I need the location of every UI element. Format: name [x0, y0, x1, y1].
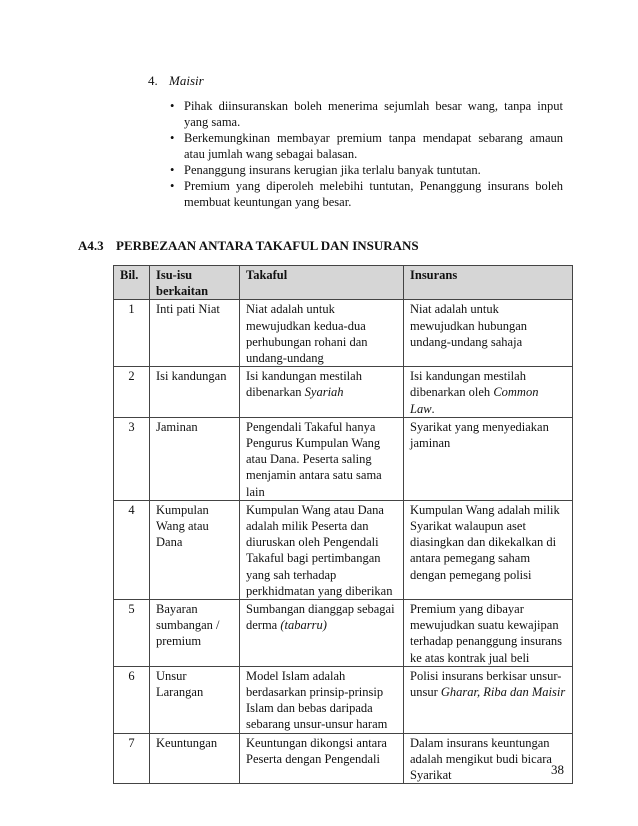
table-row — [114, 733, 573, 784]
cell-bil: 5 — [114, 600, 150, 667]
header-insurans: Insurans — [404, 266, 573, 300]
cell-insurans: Premium yang dibayar mewujudkan suatu kewajipan terhadap penanggung insurans ke atas kontrak jual beli — [404, 600, 573, 667]
cell-isu: Keuntungan — [150, 733, 240, 784]
bullet-icon: • — [170, 99, 175, 113]
maisir-title: Maisir — [169, 73, 204, 88]
table-row — [114, 367, 573, 418]
cell-insurans: Dalam insurans keuntungan adalah mengikut budi bicara Syarikat — [404, 733, 573, 784]
header-bil: Bil. — [114, 266, 150, 300]
cell-isu: Bayaran sumbangan / premium — [150, 600, 240, 667]
bullet-icon: • — [170, 179, 175, 193]
bullet-item: • Penanggung insurans kerugian jika terlalu banyak tuntutan. — [170, 163, 481, 177]
cell-takaful: Sumbangan dianggap sebagai derma (tabarru) — [240, 600, 404, 667]
section-title: PERBEZAAN ANTARA TAKAFUL DAN INSURANS — [116, 238, 419, 253]
header-takaful: Takaful — [240, 266, 404, 300]
cell-isu: Inti pati Niat — [150, 300, 240, 367]
cell-bil: 2 — [114, 367, 150, 418]
cell-isu: Jaminan — [150, 417, 240, 500]
cell-isu: Isi kandungan — [150, 367, 240, 418]
cell-bil: 7 — [114, 733, 150, 784]
cell-insurans: Kumpulan Wang adalah milik Syarikat walaupun aset diasingkan dan dikekalkan di antara pemegang saham dengan pemegang polisi — [404, 500, 573, 599]
table-row — [114, 666, 573, 733]
cell-insurans: Polisi insurans berkisar unsur-unsur Gharar, Riba dan Maisir — [404, 666, 573, 733]
cell-isu: Unsur Larangan — [150, 666, 240, 733]
table-header-row — [114, 266, 573, 300]
maisir-heading — [148, 73, 204, 89]
cell-insurans: Syarikat yang menyediakan jaminan — [404, 417, 573, 500]
cell-insurans: Niat adalah untuk mewujudkan hubungan undang-undang sahaja — [404, 300, 573, 367]
cell-takaful: Pengendali Takaful hanya Pengurus Kumpulan Wang atau Dana. Peserta saling menjamin antara satu sama lain — [240, 417, 404, 500]
maisir-number: 4. — [148, 73, 158, 88]
cell-insurans: Isi kandungan mestilah dibenarkan oleh Common Law. — [404, 367, 573, 418]
bullet-icon: • — [170, 163, 175, 177]
table-row — [114, 500, 573, 599]
bullet-item: • Berkemungkinan membayar premium tanpa mendapat sebarang amaun atau jumlah wang sebagai balasan. — [170, 131, 563, 161]
bullet-item: • Premium yang diperoleh melebihi tuntutan, Penanggung insurans boleh membuat keuntungan yang besar. — [170, 179, 563, 209]
cell-takaful: Keuntungan dikongsi antara Peserta dengan Pengendali — [240, 733, 404, 784]
bullet-icon: • — [170, 131, 175, 145]
table-row — [114, 600, 573, 667]
section-code: A4.3 — [78, 238, 104, 253]
cell-takaful: Model Islam adalah berdasarkan prinsip-prinsip Islam dan bebas daripada sebarang unsur-unsur haram — [240, 666, 404, 733]
page-number: 38 — [551, 762, 564, 777]
cell-bil: 3 — [114, 417, 150, 500]
table-row — [114, 300, 573, 367]
bullet-item: • Pihak diinsuranskan boleh menerima sejumlah besar wang, tanpa input yang sama. — [170, 99, 563, 129]
cell-takaful: Isi kandungan mestilah dibenarkan Syariah — [240, 367, 404, 418]
maisir-bullet-list — [170, 98, 563, 210]
cell-bil: 4 — [114, 500, 150, 599]
cell-takaful: Kumpulan Wang atau Dana adalah milik Peserta dan diuruskan oleh Pengendali Takaful bagi pertimbangan yang sah terhadap perkhidmatan yang diberikan — [240, 500, 404, 599]
section-heading — [78, 238, 419, 254]
comparison-table — [113, 265, 573, 784]
cell-isu: Kumpulan Wang atau Dana — [150, 500, 240, 599]
table-row — [114, 417, 573, 500]
cell-bil: 6 — [114, 666, 150, 733]
cell-takaful: Niat adalah untuk mewujudkan kedua-dua perhubungan rohani dan undang-undang — [240, 300, 404, 367]
header-isu: Isu-isu berkaitan — [150, 266, 240, 300]
cell-bil: 1 — [114, 300, 150, 367]
